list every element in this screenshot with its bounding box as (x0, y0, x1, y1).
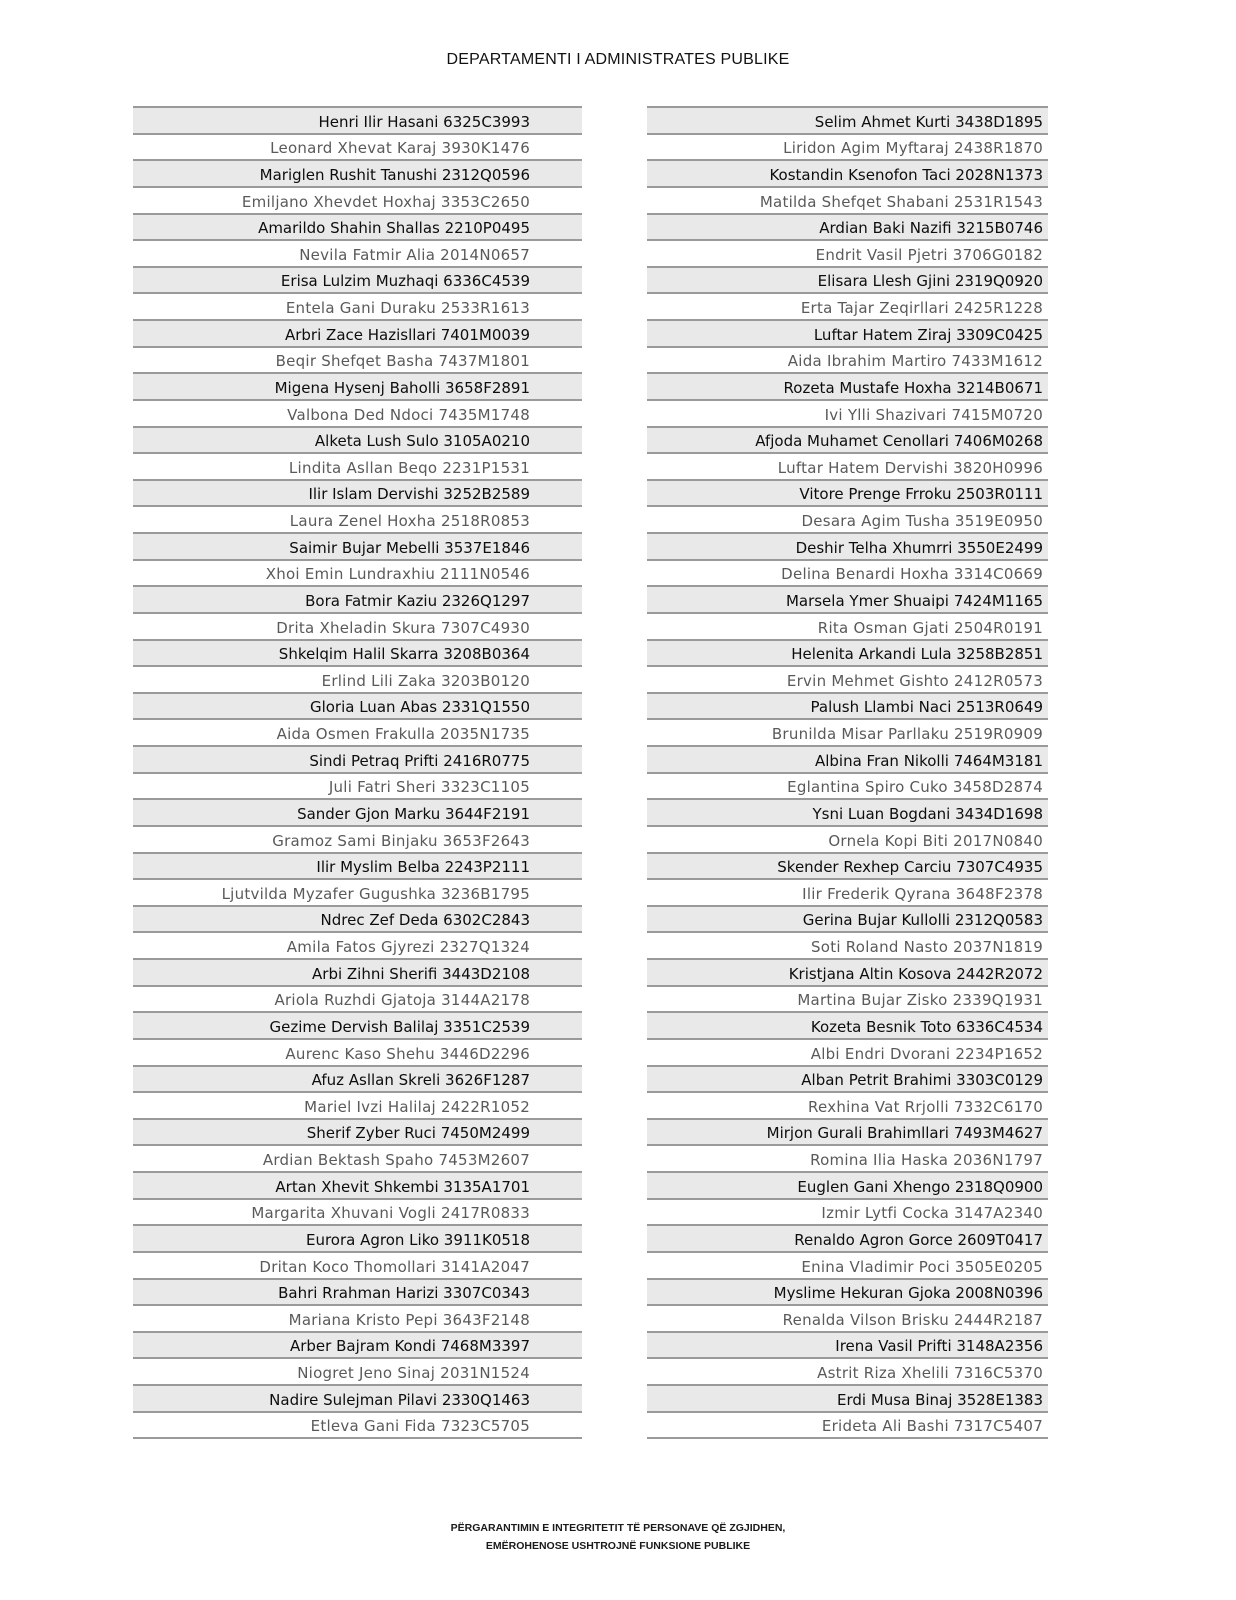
list-item (133, 1120, 582, 1147)
list-item (133, 1280, 582, 1307)
person-entry: Dritan Koco Thomollari 3141A2047 (259, 1257, 530, 1276)
person-entry: Valbona Ded Ndoci 7435M1748 (287, 405, 530, 424)
list-item (647, 1413, 1048, 1440)
person-entry: Ervin Mehmet Gishto 2412R0573 (786, 671, 1043, 690)
list-item (647, 321, 1048, 348)
list-item (647, 108, 1048, 135)
person-entry: Erta Tajar Zeqirllari 2425R1228 (800, 299, 1043, 317)
list-item (647, 401, 1048, 428)
list-item (647, 667, 1048, 694)
list-item (647, 507, 1048, 534)
person-entry: Mariglen Rushit Tanushi 2312Q0596 (259, 165, 530, 184)
list-item (133, 215, 582, 242)
list-item (133, 161, 582, 188)
person-entry: Helenita Arkandi Lula 3258B2851 (791, 645, 1043, 664)
list-item (647, 614, 1048, 641)
list-item (647, 1306, 1048, 1333)
list-item (647, 1386, 1048, 1413)
list-item (647, 1146, 1048, 1173)
person-entry: Rozeta Mustafe Hoxha 3214B0671 (783, 378, 1043, 397)
person-entry: Erideta Ali Bashi 7317C5407 (821, 1417, 1043, 1436)
list-item (133, 188, 582, 215)
person-entry: Ivi Ylli Shazivari 7415M0720 (824, 405, 1043, 424)
list-item (647, 161, 1048, 188)
person-entry: Beqir Shefqet Basha 7437M1801 (275, 352, 530, 371)
person-entry: Gramoz Sami Binjaku 3653F2643 (272, 831, 530, 850)
person-entry: Drita Xheladin Skura 7307C4930 (276, 618, 530, 637)
person-entry: Kostandin Ksenofon Taci 2028N1373 (769, 165, 1043, 184)
person-entry: Ndrec Zef Deda 6302C2843 (320, 911, 530, 930)
list-item (133, 1226, 582, 1253)
list-item (133, 481, 582, 508)
list-item (647, 641, 1048, 668)
person-entry: Ardian Baki Nazifi 3215B0746 (819, 219, 1043, 238)
person-entry: Marsela Ymer Shuaipi 7424M1165 (785, 591, 1043, 610)
list-item (133, 1359, 582, 1386)
person-entry: Saimir Bujar Mebelli 3537E1846 (289, 538, 530, 557)
footer-line-1: PËRGARANTIMIN E INTEGRITETIT TË PERSONAVE QË ZGJIDHEN, (450, 1522, 786, 1534)
person-entry: Sindi Petraq Prifti 2416R0775 (309, 751, 530, 770)
list-item (133, 720, 582, 747)
person-entry: Ilir Myslim Belba 2243P2111 (316, 858, 530, 877)
person-entry: Mariel Ivzi Halilaj 2422R1052 (304, 1097, 530, 1116)
list-item (647, 587, 1048, 614)
list-item (647, 1280, 1048, 1307)
person-entry: Nevila Fatmir Alia 2014N0657 (299, 245, 530, 264)
person-entry: Etleva Gani Fida 7323C5705 (310, 1417, 530, 1436)
person-entry: Ljutvilda Myzafer Gugushka 3236B1795 (221, 884, 530, 903)
list-item (133, 587, 582, 614)
list-item (133, 534, 582, 561)
person-entry: Amila Fatos Gjyrezi 2327Q1324 (286, 938, 530, 956)
person-entry: Euglen Gani Xhengo 2318Q0900 (797, 1177, 1043, 1196)
list-item (647, 1040, 1048, 1067)
list-item (647, 215, 1048, 242)
person-entry: Gezime Dervish Balilaj 3351C2539 (269, 1017, 530, 1036)
list-item (647, 1200, 1048, 1227)
list-item (133, 747, 582, 774)
person-entry: Rexhina Vat Rrjolli 7332C6170 (808, 1097, 1043, 1116)
list-item (647, 720, 1048, 747)
list-item (133, 1040, 582, 1067)
list-item (133, 108, 582, 135)
list-item (647, 561, 1048, 588)
list-item (647, 1226, 1048, 1253)
person-entry: Liridon Agim Myftaraj 2438R1870 (783, 139, 1043, 158)
list-item (133, 667, 582, 694)
person-entry: Lindita Asllan Beqo 2231P1531 (288, 458, 530, 477)
person-entry: Deshir Telha Xhumrri 3550E2499 (795, 538, 1043, 557)
list-item (133, 800, 582, 827)
person-entry: Eurora Agron Liko 3911K0518 (305, 1230, 530, 1249)
list-item (133, 1067, 582, 1094)
person-entry: Myslime Hekuran Gjoka 2008N0396 (773, 1284, 1043, 1303)
person-entry: Emiljano Xhevdet Hoxhaj 3353C2650 (241, 192, 530, 211)
list-item (647, 1253, 1048, 1280)
person-entry: Sander Gjon Marku 3644F2191 (297, 804, 530, 823)
list-item (133, 880, 582, 907)
list-item (133, 401, 582, 428)
list-item (647, 747, 1048, 774)
person-entry: Bahri Rrahman Harizi 3307C0343 (278, 1284, 530, 1303)
person-entry: Aida Osmen Frakulla 2035N1735 (276, 725, 530, 743)
person-entry: Renaldo Agron Gorce 2609T0417 (794, 1230, 1043, 1249)
person-entry: Endrit Vasil Pjetri 3706G0182 (815, 245, 1043, 264)
list-item (647, 987, 1048, 1014)
person-entry: Erisa Lulzim Muzhaqi 6336C4539 (280, 272, 530, 291)
page-title: DEPARTAMENTI I ADMINISTRATES PUBLIKE (446, 51, 790, 68)
person-entry: Niogret Jeno Sinaj 2031N1524 (297, 1364, 530, 1382)
person-entry: Arbri Zace Hazisllari 7401M0039 (284, 325, 530, 344)
list-item (133, 614, 582, 641)
person-entry: Kozeta Besnik Toto 6336C4534 (810, 1017, 1043, 1036)
list-item (133, 1333, 582, 1360)
list-item (133, 321, 582, 348)
page-footer (0, 1519, 1236, 1555)
list-item (133, 135, 582, 162)
list-item (133, 268, 582, 295)
person-entry: Irena Vasil Prifti 3148A2356 (835, 1337, 1043, 1356)
person-entry: Alketa Lush Sulo 3105A0210 (314, 432, 530, 451)
list-item (647, 854, 1048, 881)
person-entry: Ilir Frederik Qyrana 3648F2378 (802, 884, 1043, 903)
list-item (133, 1013, 582, 1040)
list-item (133, 1253, 582, 1280)
person-entry: Entela Gani Duraku 2533R1613 (285, 299, 530, 317)
list-item (647, 827, 1048, 854)
list-item (133, 348, 582, 375)
person-entry: Desara Agim Tusha 3519E0950 (801, 512, 1043, 530)
person-entry: Laura Zenel Hoxha 2518R0853 (289, 512, 530, 530)
list-item (133, 294, 582, 321)
person-entry: Ysni Luan Bogdani 3434D1698 (812, 804, 1043, 823)
list-item (133, 774, 582, 801)
person-entry: Arbi Zihni Sherifi 3443D2108 (312, 964, 530, 983)
list-item (133, 827, 582, 854)
person-entry: Erlind Lili Zaka 3203B0120 (321, 671, 530, 690)
list-item (133, 1413, 582, 1440)
person-entry: Migena Hysenj Baholli 3658F2891 (274, 378, 530, 397)
list-item (647, 454, 1048, 481)
person-entry: Enina Vladimir Poci 3505E0205 (801, 1257, 1043, 1276)
list-item (647, 348, 1048, 375)
list-item (133, 694, 582, 721)
person-entry: Luftar Hatem Dervishi 3820H0996 (777, 458, 1043, 477)
list-item (647, 1333, 1048, 1360)
list-item (133, 854, 582, 881)
list-item (647, 800, 1048, 827)
list-item (647, 907, 1048, 934)
person-entry: Alban Petrit Brahimi 3303C0129 (801, 1071, 1043, 1090)
person-entry: Aida Ibrahim Martiro 7433M1612 (787, 352, 1043, 371)
footer-line-2: EMËROHENOSE USHTROJNË FUNKSIONE PUBLIKE (485, 1540, 751, 1552)
person-entry: Luftar Hatem Ziraj 3309C0425 (813, 325, 1043, 344)
person-entry: Juli Fatri Sheri 3323C1105 (328, 778, 530, 797)
list-item (647, 374, 1048, 401)
list-item (647, 481, 1048, 508)
list-item (133, 1093, 582, 1120)
person-entry: Ardian Bektash Spaho 7453M2607 (262, 1151, 530, 1169)
person-entry: Leonard Xhevat Karaj 3930K1476 (270, 139, 530, 158)
person-entry: Bora Fatmir Kaziu 2326Q1297 (305, 591, 530, 610)
person-entry: Margarita Xhuvani Vogli 2417R0833 (251, 1204, 530, 1223)
list-item (647, 135, 1048, 162)
person-entry: Romina Ilia Haska 2036N1797 (810, 1151, 1043, 1169)
person-entry: Vitore Prenge Frroku 2503R0111 (799, 485, 1043, 504)
list-item (133, 933, 582, 960)
list-item (133, 561, 582, 588)
list-item (647, 1173, 1048, 1200)
person-entry: Astrit Riza Xhelili 7316C5370 (817, 1364, 1043, 1382)
list-item (133, 1146, 582, 1173)
list-item (647, 933, 1048, 960)
list-item (647, 774, 1048, 801)
person-entry: Delina Benardi Hoxha 3314C0669 (781, 565, 1043, 584)
person-entry: Sherif Zyber Ruci 7450M2499 (306, 1124, 530, 1143)
person-entry: Nadire Sulejman Pilavi 2330Q1463 (269, 1390, 530, 1409)
list-item (133, 428, 582, 455)
person-entry: Rita Osman Gjati 2504R0191 (817, 618, 1043, 637)
list-item (647, 268, 1048, 295)
person-entry: Aurenc Kaso Shehu 3446D2296 (285, 1044, 530, 1063)
list-item (133, 960, 582, 987)
person-entry: Ariola Ruzhdi Gjatoja 3144A2178 (274, 991, 530, 1010)
person-entry: Xhoi Emin Lundraxhiu 2111N0546 (265, 565, 530, 584)
list-item (647, 1120, 1048, 1147)
person-entry: Afuz Asllan Skreli 3626F1287 (311, 1071, 530, 1090)
person-entry: Ornela Kopi Biti 2017N0840 (828, 831, 1043, 850)
person-entry: Soti Roland Nasto 2037N1819 (811, 938, 1043, 956)
person-entry: Arber Bajram Kondi 7468M3397 (289, 1337, 530, 1356)
list-item (133, 1386, 582, 1413)
list-item (647, 1359, 1048, 1386)
list-item (647, 694, 1048, 721)
person-entry: Albi Endri Dvorani 2234P1652 (810, 1044, 1043, 1063)
person-entry: Elisara Llesh Gjini 2319Q0920 (817, 272, 1043, 291)
list-item (647, 880, 1048, 907)
list-item (133, 374, 582, 401)
person-entry: Skender Rexhep Carciu 7307C4935 (777, 858, 1043, 877)
person-entry: Amarildo Shahin Shallas 2210P0495 (258, 219, 530, 238)
list-item (647, 1093, 1048, 1120)
list-item (647, 534, 1048, 561)
person-entry: Brunilda Misar Parllaku 2519R0909 (771, 725, 1043, 743)
person-entry: Martina Bujar Zisko 2339Q1931 (797, 991, 1043, 1010)
list-item (133, 1200, 582, 1227)
person-entry: Afjoda Muhamet Cenollari 7406M0268 (755, 432, 1043, 451)
list-item (647, 960, 1048, 987)
list-item (647, 1067, 1048, 1094)
list-item (133, 987, 582, 1014)
list-item (133, 907, 582, 934)
list-item (133, 507, 582, 534)
list-item (133, 241, 582, 268)
person-entry: Gloria Luan Abas 2331Q1550 (309, 698, 530, 717)
person-entry: Matilda Shefqet Shabani 2531R1543 (759, 192, 1043, 211)
person-entry: Renalda Vilson Brisku 2444R2187 (782, 1310, 1043, 1329)
person-entry: Shkelqim Halil Skarra 3208B0364 (278, 645, 530, 664)
list-item (647, 188, 1048, 215)
person-entry: Albina Fran Nikolli 7464M3181 (814, 751, 1043, 770)
person-entry: Mirjon Gurali Brahimllari 7493M4627 (766, 1124, 1043, 1143)
list-item (647, 294, 1048, 321)
person-entry: Ilir Islam Dervishi 3252B2589 (308, 485, 530, 504)
person-entry: Henri Ilir Hasani 6325C3993 (318, 112, 530, 131)
list-item (647, 428, 1048, 455)
list-item (133, 1173, 582, 1200)
person-entry: Selim Ahmet Kurti 3438D1895 (814, 112, 1043, 131)
list-item (133, 454, 582, 481)
person-entry: Eglantina Spiro Cuko 3458D2874 (787, 778, 1043, 797)
person-entry: Kristjana Altin Kosova 2442R2072 (788, 964, 1043, 983)
person-entry: Palush Llambi Naci 2513R0649 (810, 698, 1043, 717)
list-item (133, 641, 582, 668)
list-item (133, 1306, 582, 1333)
list-item (647, 241, 1048, 268)
person-entry: Gerina Bujar Kullolli 2312Q0583 (802, 911, 1043, 930)
list-item (647, 1013, 1048, 1040)
person-entry: Mariana Kristo Pepi 3643F2148 (288, 1310, 530, 1329)
person-entry: Artan Xhevit Shkembi 3135A1701 (275, 1177, 530, 1196)
person-entry: Izmir Lytfi Cocka 3147A2340 (821, 1204, 1043, 1223)
person-entry: Erdi Musa Binaj 3528E1383 (837, 1390, 1043, 1409)
